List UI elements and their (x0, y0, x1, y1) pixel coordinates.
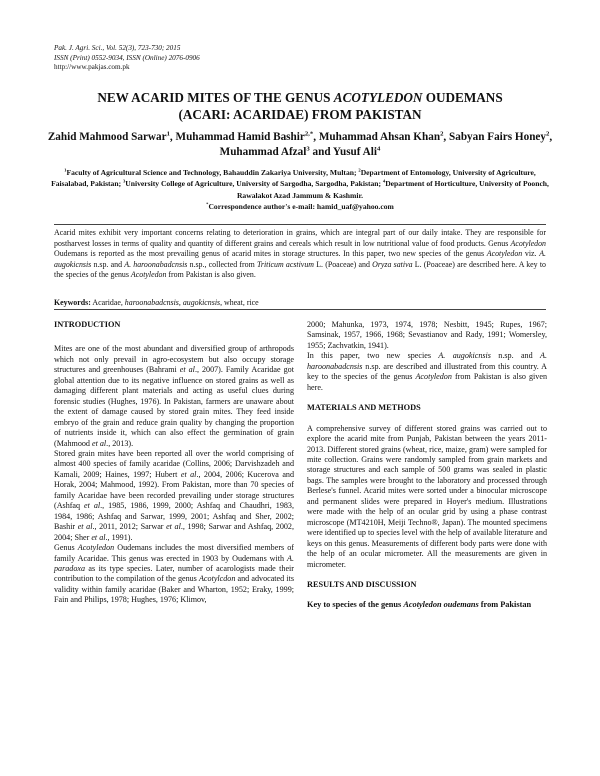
paper-title: NEW ACARID MITES OF THE GENUS ACOTYLEDON OUDEMANS (ACARI: ACARIDAE) FROM PAKISTAN (97, 90, 503, 122)
intro-paragraph-1: Mites are one of the most abundant and diversified group of arthropods which not only prevail in agro-ecosystem but also occupy storage structures and greenhouses (Bahrami et al., 2007). Family Acaridae got global attention due to its negative influence on stored grains as well as damaging different plant materials and acting as useful clues during forensic studies (Hughes, 1976). In Pakistan, farmers are unaware about the extent of damage caused by stored grain mites. They feed inside embryo of the grain and reduce grain quality by changing the proportion of nutrients inside it, which can also effect the germination of grain (Mahmood et al., 2013). (54, 344, 294, 448)
intro-continued: 2000; Mahunka, 1973, 1974, 1978; Nesbitt, 1945; Rupes, 1967; Samsinak, 1957, 1966, 1968; Sevastianov and Rady, 1991; Womersley, 1955; Zachvatkin, 1941). (307, 320, 547, 350)
affiliations: $^1$Faculty of Agricultural Science and Technology, Bahauddin Zakariya University, Multan; $^2$Department of Entomology, University of Agriculture, Faisalabad, Pakistan; $^3$University College of Agriculture, University of Sargodha, Sargodha, Pakistan; $^4$Department of Horticulture, University of Poonch, Rawalakot Azad Jammum & Kashmir. *Correspondence author's e-mail: hamid_uaf@yahoo.com (51, 167, 549, 212)
right-column (307, 320, 547, 611)
author-list (40, 130, 560, 160)
correspondence-email: Correspondence author's e-mail: hamid_uaf@yahoo.com (208, 202, 394, 212)
author: Muhammad Ahsan Khan$^2$, (318, 130, 450, 143)
abstract-top-rule (54, 224, 546, 225)
author: Yusuf Ali$^4$ (332, 145, 381, 158)
keywords-label: Keywords: (54, 298, 91, 307)
materials-methods-heading: MATERIALS AND METHODS (307, 403, 421, 413)
author: Zahid Mahmood Sarwar$^1$, (47, 130, 176, 143)
abstract: Acarid mites exhibit very important concerns relating to deterioration in grains, which are integral part of our daily intake. They are responsible for postharvest losses in terms of quality and quantity of different grains and cereals which result in low nutritional value of food products. Genus Acotyledon Oudemans is reported as the most prevailing genus of acarid mites in storage structures. In this paper, two new species of the genus Acotyledon viz. A. augokicnsis n.sp. and A. haroonabadcnsis n.sp., collected from Triticum acstivum L. (Poaceae) and Oryza sativa L. (Poaceae) are described here. A key to the species of the genus Acotyledon from Pakistan is also given. (54, 228, 547, 280)
materials-methods-paragraph: A comprehensive survey of different stored grains was carried out to explore the acarid mite from Punjab, Pakistan between the years 2011-2013. Different stored grains (wheat, rice, maize, gram) were sampled for mite collection. Grains were randomly sampled from grain markets and storage structures and each sample of 500 grams was sealed in plastic bags. The samples were brought to the laboratory and processed through Berlese's funnel. Acarid mites were sorted under a binocular microscope and permanent slides were prepared in Hoyer's medium. Illustrations were made with the help of an ocular grid by using a phase contrast microscope (MT4210H, Meiji Techno®, Japan). The mounted specimens were identified up to species level with the help of available literature and keys on this genus. Measurements of different body parts were done with the help of an ocular micrometer. All the measurements are given in micrometer. (307, 423, 547, 569)
author: Sabyan Fairs Honey$^2$, (449, 130, 553, 143)
key-heading: Key to species of the genus Acotyledon oudemans from Pakistan (307, 600, 532, 610)
left-column (54, 320, 294, 606)
journal-url[interactable]: http://www.pakjas.com.pk (54, 63, 130, 72)
author: Muhammad Afzal$^3$ and (219, 145, 333, 158)
intro-paragraph-2: Stored grain mites have been reported all over the world comprising of almost 400 species of family acaridae (Collins, 2006; Darvishzadeh and Kamali, 2009; Haines, 1997; Hubert et al., 2004, 2006; Kucerova and Horak, 2004; Mahmood, 1992). From Pakistan, more than 70 species of family Acaridae have been recorded prevailing under storage structures (Ashfaq et al., 1985, 1986, 1999, 2000; Ashfaq and Chaudhri, 1983, 1984, 1986; Ashfaq and Sarwar, 1999, 2001; Ashfaq and Sher, 2002; Bashir et al., 2011, 2012; Sarwar et al., 1998; Sarwar and Ashfaq, 2002, 2004; Sher et al., 1991). (54, 448, 295, 542)
results-discussion-heading: RESULTS AND DISCUSSION (307, 579, 417, 589)
keywords: Keywords: Acaridae, haroonabadcnsis, augokicnsis, wheat, rice (54, 298, 259, 307)
abstract-bottom-rule (54, 309, 546, 310)
journal-issn: ISSN (Print) 0552-9034, ISSN (Online) 2076-0906 (54, 53, 200, 62)
introduction-heading: INTRODUCTION (54, 320, 121, 329)
intro-paragraph-4: In this paper, two new species A. augokicnsis n.sp. and A. haroonabadcnsis n.sp. are described and illustrated from this country. A key to the species of the genus Acotyledon from Pakistan is also given here. (307, 351, 547, 392)
journal-citation: Pak. J. Agri. Sci., Vol. 52(3), 723-730; 2015 (54, 44, 181, 52)
journal-header (54, 44, 200, 73)
intro-paragraph-3: Genus Acotyledon Oudemans includes the most diversified members of family Acaridae. This genus was erected in 1903 by Oudemans with A. paradoxa as its type species. Later, number of acarologists made their contribution to the compilation of the genus Acotylcdon and advocated its validity within family acaridae (Baker and Wharton, 1952; Eraky, 1999; Fain and Philips, 1978; Hughes, 1976; Klimov, (54, 543, 294, 605)
author: Muhammad Hamid Bashir$^{2,*}$, (175, 130, 319, 143)
